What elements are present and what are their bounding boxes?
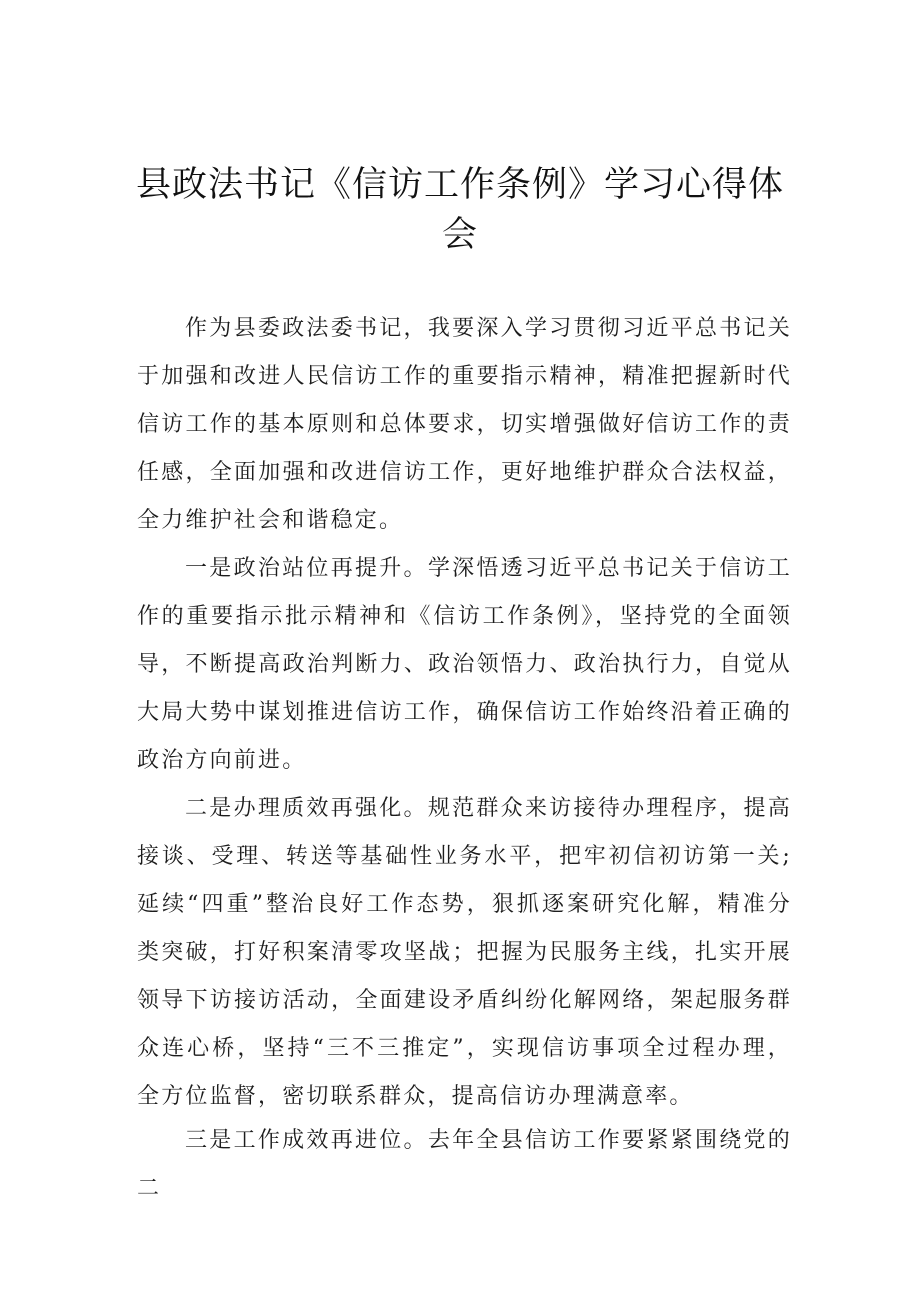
paragraph-political-stance: 一是政治站位再提升。学深悟透习近平总书记关于信访工作的重要指示批示精神和《信访工作条例》，坚持党的全面领导，不断提高政治判断力、政治领悟力、政治执行力，自觉从大局大势中谋划推进信访工作，确保信访工作始终沿着正确的政治方向前进。: [137, 556, 792, 773]
paragraph-intro: 作为县委政法委书记，我要深入学习贯彻习近平总书记关于加强和改进人民信访工作的重要指示精神，精准把握新时代信访工作的基本原则和总体要求，切实增强做好信访工作的责任感，全面加强和改进信访工作，更好地维护群众合法权益，全力维护社会和谐稳定。: [137, 316, 792, 533]
paragraph-work-results: 三是工作成效再进位。去年全县信访工作要紧紧围绕党的二: [137, 1128, 792, 1201]
paragraph-handling-quality: 二是办理质效再强化。规范群众来访接待办理程序，提高接谈、受理、转送等基础性业务水平，把牢初信初访第一关;延续“四重”整治良好工作态势，狠抓逐案研究化解，精准分类突破，打好积案清零攻坚战；把握为民服务主线，扎实开展领导下访接访活动，全面建设矛盾纠纷化解网络，架起服务群众连心桥，坚持“三不三推定”，实现信访事项全过程办理，全方位监督，密切联系群众，提高信访办理满意率。: [137, 796, 792, 1109]
document-title: 县政法书记《信访工作条例》学习心得体会: [135, 165, 784, 255]
